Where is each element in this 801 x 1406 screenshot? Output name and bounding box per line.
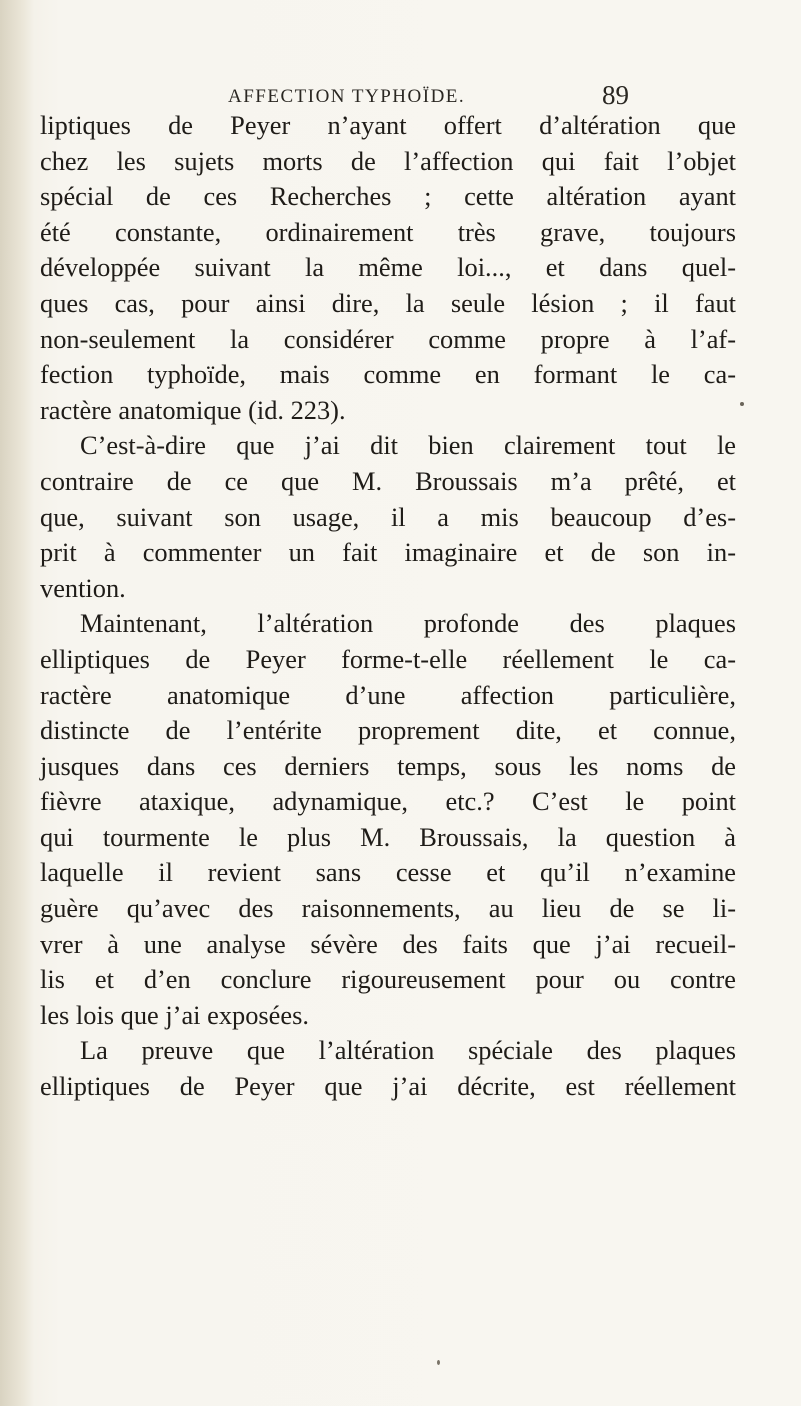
text-line: distincte de l’entérite proprement dite, et connue, [40, 715, 736, 746]
text-line: non-seulement la considérer comme propre à l’af- [40, 323, 736, 354]
text-line: spécial de ces Recherches ; cette altération ayant [40, 181, 736, 212]
text-line: qui tourmente le plus M. Broussais, la question à [40, 821, 736, 852]
text-line: développée suivant la même loi..., et dans quel- [40, 252, 736, 283]
text-line: contraire de ce que M. Broussais m’a prêté, et [40, 465, 736, 496]
body-text [40, 108, 736, 1105]
text-line: ractère anatomique d’une affection particulière, [40, 679, 736, 710]
text-line: elliptiques de Peyer forme-t-elle réellement le ca- [40, 643, 736, 674]
page-number: 89 [602, 80, 629, 110]
text-line: que, suivant son usage, il a mis beaucoup d’es- [40, 501, 736, 532]
paragraph-first-line: C’est-à-dire que j’ai dit bien clairement tout le [80, 430, 736, 461]
ink-speck [740, 402, 744, 406]
page-gutter-shadow [0, 0, 34, 1406]
text-line: elliptiques de Peyer que j’ai décrite, est réellement [40, 1071, 736, 1102]
text-line: fection typhoïde, mais comme en formant le ca- [40, 359, 736, 390]
ink-speck [437, 1360, 440, 1365]
paragraph-end-line: vention. [40, 572, 126, 603]
running-title: AFFECTION TYPHOÏDE. [228, 86, 466, 107]
text-line: laquelle il revient sans cesse et qu’il n’examine [40, 857, 736, 888]
text-line: été constante, ordinairement très grave, toujours [40, 216, 736, 247]
text-line: guère qu’avec des raisonnements, au lieu de se li- [40, 893, 736, 924]
text-line: fièvre ataxique, adynamique, etc.? C’est le point [40, 786, 736, 817]
paragraph-first-line: La preuve que l’altération spéciale des plaques [80, 1035, 736, 1066]
paragraph-first-line: Maintenant, l’altération profonde des plaques [80, 608, 736, 639]
text-line: prit à commenter un fait imaginaire et de son in- [40, 537, 736, 568]
text-line: vrer à une analyse sévère des faits que j’ai recueil- [40, 928, 736, 959]
text-line: jusques dans ces derniers temps, sous les noms de [40, 750, 736, 781]
paragraph-end-line: les lois que j’ai exposées. [40, 999, 309, 1030]
paragraph-end-line: ractère anatomique (id. 223). [40, 394, 346, 425]
text-line: ques cas, pour ainsi dire, la seule lésion ; il faut [40, 287, 736, 318]
text-line: chez les sujets morts de l’affection qui fait l’objet [40, 145, 736, 176]
text-line: liptiques de Peyer n’ayant offert d’altération que [40, 110, 736, 140]
text-line: lis et d’en conclure rigoureusement pour ou contre [40, 964, 736, 995]
